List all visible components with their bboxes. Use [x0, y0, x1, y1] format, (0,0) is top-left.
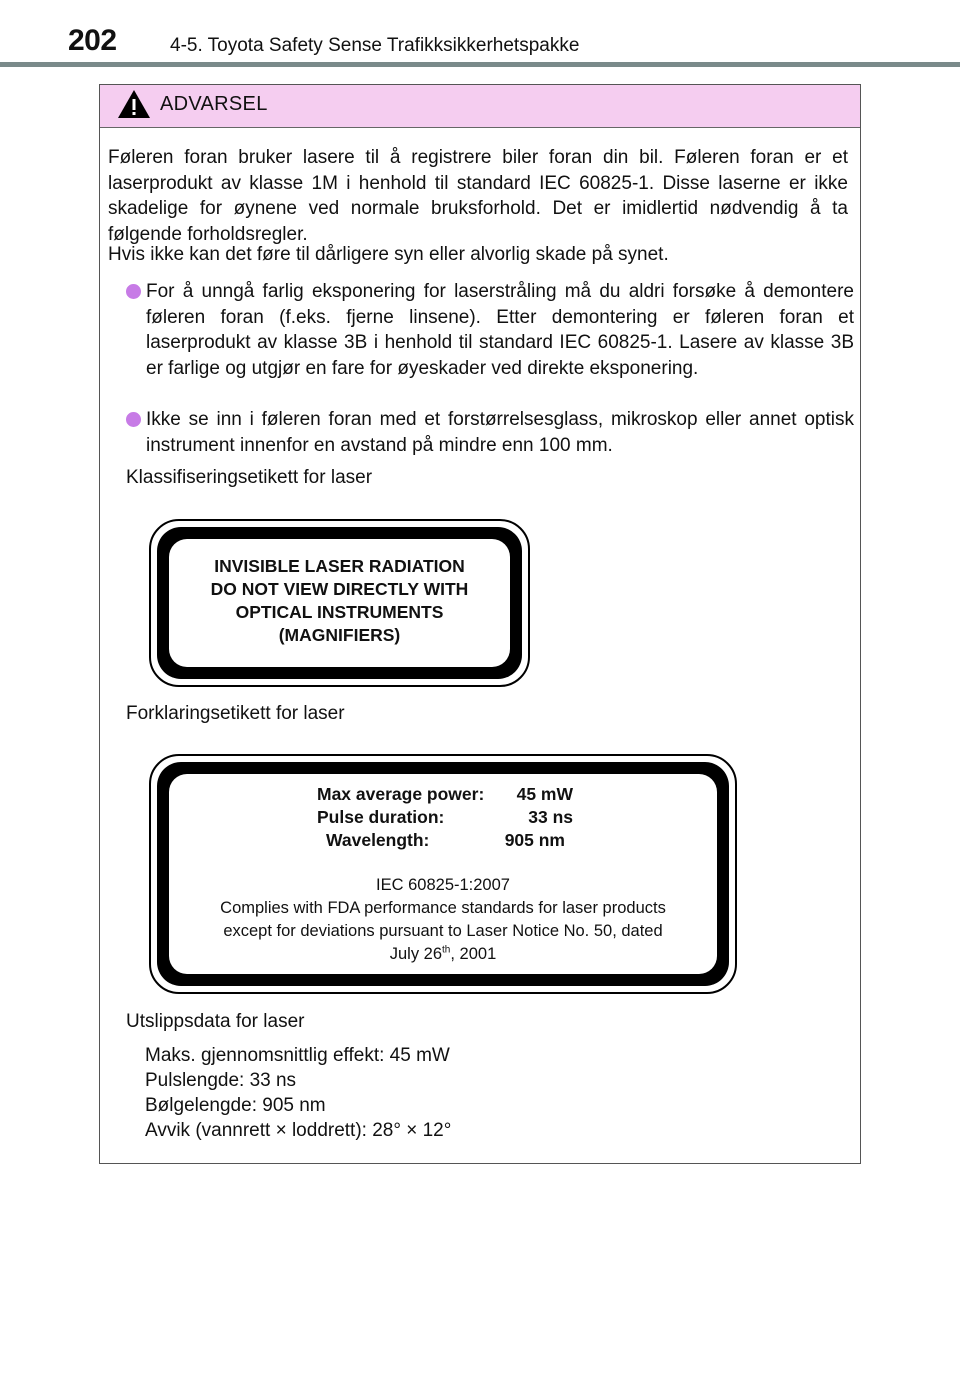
- page-header: [0, 0, 960, 68]
- header-rule: [0, 62, 960, 67]
- spec-row: Wavelength: 905 nm: [326, 830, 565, 850]
- caption-classification-label: Klassifiseringsetikett for laser: [126, 467, 373, 488]
- spec-row: Pulse duration: 33 ns: [317, 807, 573, 827]
- list-item: [126, 407, 854, 458]
- list-item: [126, 279, 854, 381]
- warning-paragraph-1: Føleren foran bruker lasere til å registrere biler foran din bil. Føleren foran er et laserprodukt av klasse 1M i henhold til standard IEC 60825-1. Disse laserne er ikke skadelige for øynene ved normale bruksforhold. Det er imidlertid nødvendig å ta følgende forholdsregler.: [108, 147, 848, 245]
- page-number: 202: [68, 24, 117, 57]
- warning-box: [99, 84, 861, 1164]
- bullet-text: For å unngå farlig eksponering for laserstråling må du aldri forsøke å demontere føleren foran (f.eks. fjerne linsene). Etter demontering er føleren foran et laserprodukt av klasse 3B i henhold til standard IEC 60825-1. Lasere av klasse 3B er farlige og utgjør en fare for øyeskader ved direkte eksponering.: [146, 281, 854, 379]
- explanation-label-image: [149, 754, 737, 994]
- explanation-label-legal: IEC 60825-1:2007 Complies with FDA performance standards for laser products except for deviations pursuant to Laser Notice No. 50, dated July 26th, 2001: [220, 876, 666, 963]
- emission-line: Avvik (vannrett × loddrett): 28° × 12°: [145, 1120, 452, 1141]
- warning-triangle-icon: [116, 88, 152, 120]
- classification-label-text: INVISIBLE LASER RADIATION DO NOT VIEW DIRECTLY WITH OPTICAL INSTRUMENTS (MAGNIFIERS): [210, 556, 469, 645]
- bullet-dot-icon: [126, 284, 141, 299]
- classification-label-image: [149, 519, 530, 687]
- emission-data-list: [145, 1043, 451, 1143]
- warning-title: ADVARSEL: [160, 93, 268, 115]
- caption-emission-data: Utslippsdata for laser: [126, 1011, 305, 1032]
- spec-row: Max average power: 45 mW: [317, 784, 573, 804]
- section-title: 4-5. Toyota Safety Sense Trafikksikkerhetspakke: [170, 35, 580, 56]
- warning-header: [100, 85, 860, 128]
- emission-line: Maks. gjennomsnittlig effekt: 45 mW: [145, 1045, 450, 1066]
- bullet-text: Ikke se inn i føleren foran med et forstørrelsesglass, mikroskop eller annet optisk instrument innenfor en avstand på mindre enn 100 mm.: [146, 409, 854, 456]
- explanation-label-specs: [151, 783, 735, 852]
- warning-paragraph-2: Hvis ikke kan det føre til dårligere syn eller alvorlig skade på synet.: [108, 244, 669, 265]
- bullet-dot-icon: [126, 412, 141, 427]
- caption-explanation-label: Forklaringsetikett for laser: [126, 703, 345, 724]
- emission-line: Pulslengde: 33 ns: [145, 1070, 297, 1091]
- emission-line: Bølgelengde: 905 nm: [145, 1095, 326, 1116]
